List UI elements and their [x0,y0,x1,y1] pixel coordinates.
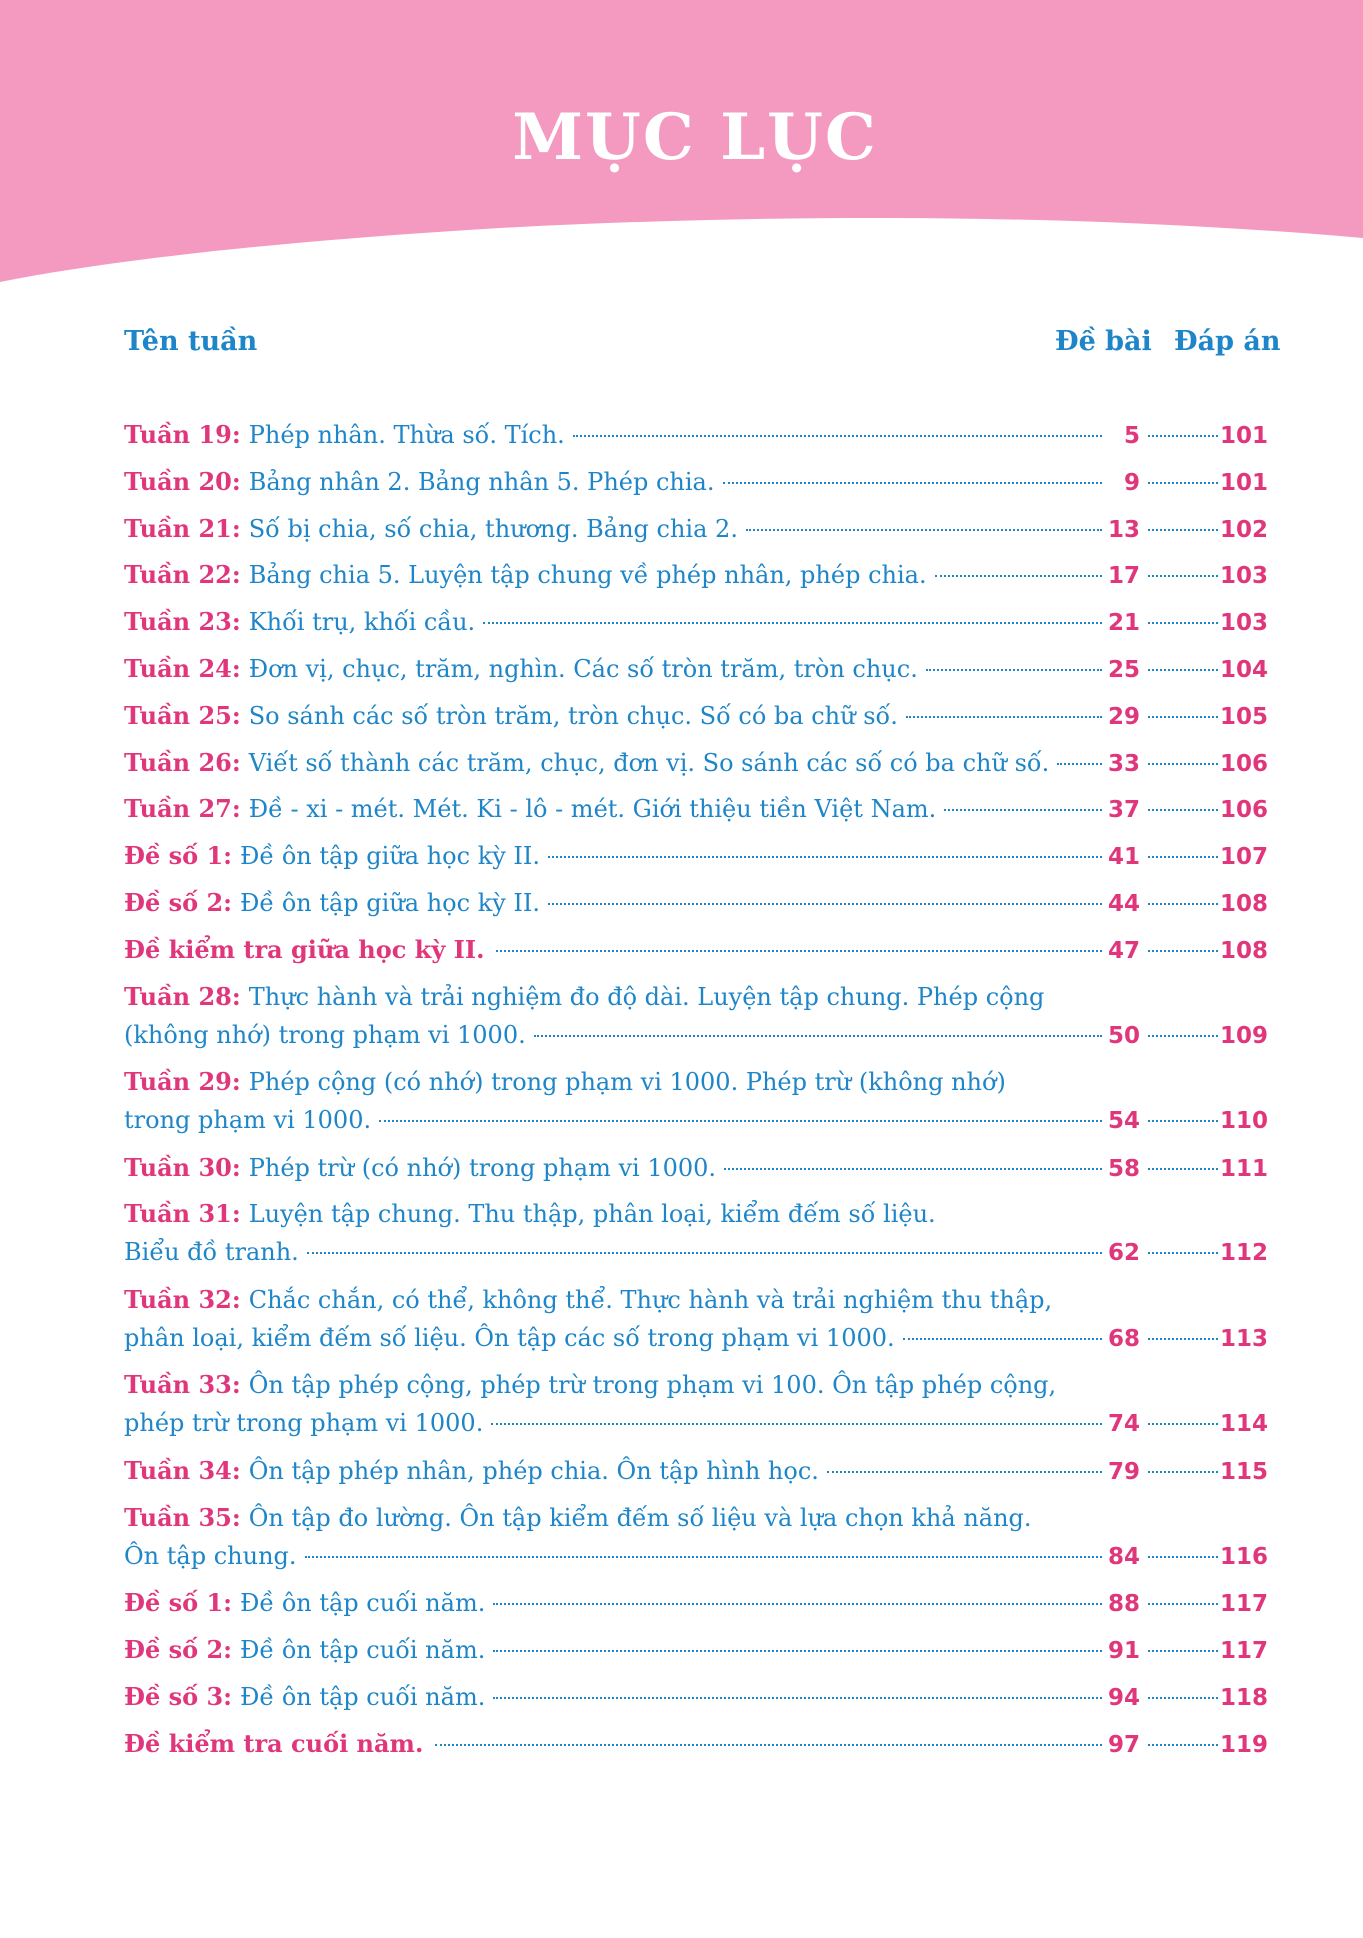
toc-entry-title: So sánh các số tròn trăm, tròn chục. Số có ba chữ số. [248,701,898,730]
toc-entry-title: Đề ôn tập cuối năm. [240,1589,486,1618]
dap-an-page-number[interactable]: 109 [1220,1022,1269,1049]
de-bai-page-number[interactable]: 29 [1107,703,1140,730]
de-bai-page-number[interactable]: 88 [1107,1591,1140,1618]
toc-entry-first-line [124,1067,1006,1096]
toc-entry-line [124,747,1269,777]
toc-entry-title: Phép trừ (có nhớ) trong phạm vi 1000. [248,1153,717,1182]
toc-entry-line [124,513,1269,543]
toc-entry[interactable] [124,1586,1269,1633]
toc-entry-title: Số bị chia, số chia, thương. Bảng chia 2. [248,514,738,543]
toc-entry-label: Tuần 23: [124,607,241,637]
dot-leader [435,1744,1102,1746]
toc-entry-line [124,700,1269,730]
de-bai-page-number[interactable]: 58 [1107,1155,1140,1182]
toc-entry-title: Viết số thành các trăm, chục, đơn vị. So sánh các số có ba chữ số. [248,748,1050,777]
toc-entry-line [124,1455,1269,1485]
toc-entry-label: Tuần 30: [124,1152,241,1182]
dot-leader [534,1035,1102,1037]
dot-leader [493,1697,1102,1699]
dot-leader-answer [1148,1035,1218,1037]
toc-entry-line [124,1152,1269,1182]
toc-entry-label: Tuần 32: [124,1284,241,1314]
dot-leader [1057,763,1102,765]
dap-an-page-number[interactable]: 111 [1220,1155,1269,1182]
de-bai-page-number[interactable]: 33 [1107,750,1140,777]
dot-leader [746,529,1102,531]
dot-leader [926,669,1102,671]
dap-an-page-number[interactable]: 110 [1220,1108,1269,1135]
de-bai-page-number[interactable]: 25 [1107,656,1140,683]
toc-entry-title-continued: trong phạm vi 1000. [124,1106,372,1135]
de-bai-page-number[interactable]: 44 [1107,890,1140,917]
dap-an-page-number[interactable]: 104 [1220,656,1269,683]
toc-entry[interactable] [124,746,1269,793]
toc-entry-label: Tuần 20: [124,466,241,496]
toc-entry-title: Đề ôn tập giữa học kỳ II. [240,888,541,917]
de-bai-page-number[interactable]: 37 [1107,797,1140,824]
column-header-dap-an: Đáp án [1174,326,1281,357]
toc-entry-title: Khối trụ, khối cầu. [248,608,476,637]
dap-an-page-number[interactable]: 107 [1220,844,1269,871]
toc-entry[interactable] [124,512,1269,559]
dap-an-page-number[interactable]: 117 [1220,1591,1269,1618]
toc-entry-title: Phép cộng (có nhớ) trong phạm vi 1000. Phép trừ (không nhớ) [248,1068,1006,1097]
toc-entry-line [124,1541,1269,1570]
toc-entry-label: Tuần 19: [124,420,241,449]
toc-entry-label: Tuần 21: [124,513,241,543]
toc-entry-label: Tuần 24: [124,653,241,683]
dot-leader [379,1120,1102,1122]
dap-an-page-number[interactable]: 118 [1220,1684,1269,1711]
toc-entry[interactable] [124,1065,1269,1151]
toc-entry[interactable] [124,605,1269,652]
dap-an-page-number[interactable]: 108 [1220,937,1269,964]
dot-leader [548,903,1102,905]
toc-entry-label: Tuần 26: [124,747,241,777]
dap-an-page-number[interactable]: 103 [1220,610,1269,637]
column-header-name: Tên tuần [124,326,258,357]
toc-entry-line [124,841,1269,871]
de-bai-page-number[interactable]: 17 [1107,563,1140,590]
toc-entry-line [124,420,1269,449]
de-bai-page-number[interactable]: 94 [1107,1684,1140,1711]
dap-an-page-number[interactable]: 112 [1220,1240,1269,1267]
toc-entry[interactable] [124,1368,1269,1454]
de-bai-page-number[interactable]: 13 [1107,516,1140,543]
de-bai-page-number[interactable]: 68 [1107,1325,1140,1352]
toc-entry[interactable] [124,1727,1269,1774]
toc-entry-line [124,1409,1269,1438]
column-header-de-bai: Đề bài [1055,326,1152,357]
toc-entry[interactable] [124,1197,1269,1283]
toc-entry[interactable] [124,699,1269,746]
toc-entry-title-continued: phân loại, kiểm đếm số liệu. Ôn tập các số trong phạm vi 1000. [124,1323,895,1352]
toc-entry-line [124,1238,1269,1267]
toc-entry-line [124,607,1269,637]
toc-entry[interactable] [124,933,1269,980]
toc-entry-title: Ôn tập đo lường. Ôn tập kiểm đếm số liệu và lựa chọn khả năng. [248,1503,1032,1532]
toc-entry-title-continued: (không nhớ) trong phạm vi 1000. [124,1020,526,1049]
dot-leader [724,1168,1102,1170]
dap-an-page-number[interactable]: 115 [1220,1458,1269,1485]
dap-an-page-number[interactable]: 113 [1220,1325,1269,1352]
toc-entry-label: Đề số 2: [124,887,233,917]
toc-entry-first-line [124,1370,1056,1399]
toc-entry-label: Tuần 34: [124,1455,241,1485]
toc-entry[interactable] [124,1151,1269,1198]
toc-entry-label: Tuần 33: [124,1370,241,1400]
toc-entry-label: Đề số 3: [124,1681,233,1711]
toc-entry-title: Đề ôn tập cuối năm. [240,1635,486,1664]
toc-entry[interactable] [124,792,1269,839]
dot-leader [903,1338,1102,1340]
toc-entry-line [124,794,1269,824]
dot-leader-answer [1148,1252,1218,1254]
dot-leader-answer [1148,1650,1218,1652]
toc-entry-line [124,934,1269,964]
toc-entry-title: Chắc chắn, có thể, không thể. Thực hành và trải nghiệm thu thập, [248,1285,1053,1314]
dot-leader-answer [1148,809,1218,811]
dot-leader-answer [1148,622,1218,624]
toc-entry-title-continued: phép trừ trong phạm vi 1000. [124,1409,484,1438]
dap-an-page-number[interactable]: 116 [1220,1543,1269,1570]
dot-leader-answer [1148,1168,1218,1170]
dot-leader-answer [1148,1556,1218,1558]
de-bai-page-number[interactable]: 9 [1123,469,1140,496]
toc-entry-title: Đề ôn tập cuối năm. [240,1682,486,1711]
dot-leader-answer [1148,856,1218,858]
toc-entry-label: Tuần 28: [124,981,241,1011]
toc-entry-label: Đề số 1: [124,841,233,871]
toc-entry[interactable] [124,1501,1269,1587]
de-bai-page-number[interactable]: 47 [1107,937,1140,964]
toc-entry-title: Ôn tập phép nhân, phép chia. Ôn tập hình học. [248,1456,819,1485]
dot-leader [496,950,1102,952]
toc-entry[interactable] [124,1283,1269,1369]
toc-entry-label: Đề số 1: [124,1588,233,1618]
toc-entry-label: Tuần 29: [124,1067,241,1097]
dot-leader [307,1252,1102,1254]
de-bai-page-number[interactable]: 5 [1123,423,1140,449]
toc-entry-label: Đề kiểm tra giữa học kỳ II. [124,934,485,964]
dot-leader-answer [1148,1603,1218,1605]
dot-leader [493,1603,1102,1605]
toc-entry[interactable] [124,418,1269,465]
toc-entry-first-line [124,1503,1032,1532]
dot-leader [723,482,1103,484]
page-title: MỤC LỤC [512,100,878,175]
dot-leader [935,575,1102,577]
toc-entry-line [124,560,1269,590]
toc-entry-title: Bảng chia 5. Luyện tập chung về phép nhân, phép chia. [248,561,927,590]
dot-leader-answer [1148,575,1218,577]
toc-entry[interactable] [124,558,1269,605]
toc-entry-line [124,466,1269,496]
dot-leader [483,622,1102,624]
toc-entry[interactable] [124,980,1269,1066]
dap-an-page-number[interactable]: 106 [1220,750,1269,777]
toc-entry-title: Ôn tập phép cộng, phép trừ trong phạm vi 100. Ôn tập phép cộng, [248,1371,1057,1400]
de-bai-page-number[interactable]: 91 [1107,1637,1140,1664]
dot-leader [493,1650,1102,1652]
toc-entry-first-line [124,1199,936,1228]
dot-leader-answer [1148,1697,1218,1699]
dot-leader-answer [1148,482,1218,484]
toc-entry-first-line [124,982,1044,1011]
dot-leader-answer [1148,903,1218,905]
toc-entry-label: Tuần 35: [124,1502,241,1532]
de-bai-page-number[interactable]: 54 [1107,1108,1140,1135]
toc-entry[interactable] [124,652,1269,699]
toc-entry-first-line [124,1285,1052,1314]
toc-entry-line [124,1106,1269,1135]
dap-an-page-number[interactable]: 101 [1220,423,1269,449]
toc-entry-line [124,887,1269,917]
dap-an-page-number[interactable]: 119 [1220,1731,1269,1758]
toc-entry-line [124,1681,1269,1711]
dot-leader [906,716,1102,718]
dot-leader [491,1423,1102,1425]
dot-leader-answer [1148,1471,1218,1473]
toc-entry-line [124,653,1269,683]
toc-entry[interactable] [124,1680,1269,1727]
dot-leader-answer [1148,1423,1218,1425]
dap-an-page-number[interactable]: 103 [1220,563,1269,590]
toc-entry[interactable] [124,1454,1269,1501]
toc-entry-label: Tuần 27: [124,794,241,824]
dot-leader-answer [1148,763,1218,765]
de-bai-page-number[interactable]: 50 [1107,1022,1140,1049]
dot-leader [573,435,1102,437]
toc-entry[interactable] [124,839,1269,886]
de-bai-page-number[interactable]: 74 [1107,1411,1140,1438]
toc-entry-line [124,1728,1269,1758]
de-bai-page-number[interactable]: 79 [1107,1458,1140,1485]
dap-an-page-number[interactable]: 101 [1220,469,1269,496]
toc-entry-line [124,1323,1269,1352]
toc-entry-line [124,1020,1269,1049]
toc-entry-title: Bảng nhân 2. Bảng nhân 5. Phép chia. [248,467,715,496]
toc-entry[interactable] [124,886,1269,933]
toc-entry[interactable] [124,465,1269,512]
de-bai-page-number[interactable]: 97 [1107,1731,1140,1758]
de-bai-page-number[interactable]: 41 [1107,844,1140,871]
dap-an-page-number[interactable]: 105 [1220,703,1269,730]
toc-entry-label: Tuần 22: [124,560,241,590]
toc-entry-title: Đề - xi - mét. Mét. Ki - lô - mét. Giới thiệu tiền Việt Nam. [248,795,937,824]
toc-entry-title: Phép nhân. Thừa số. Tích. [248,421,565,449]
dot-leader [944,809,1102,811]
dot-leader-answer [1148,669,1218,671]
dot-leader-answer [1148,1744,1218,1746]
toc-entry-line [124,1588,1269,1618]
dot-leader-answer [1148,529,1218,531]
dot-leader-answer [1148,435,1218,437]
dap-an-page-number[interactable]: 108 [1220,890,1269,917]
dot-leader [305,1556,1102,1558]
toc-entry-label: Tuần 31: [124,1199,241,1229]
dot-leader-answer [1148,716,1218,718]
toc-entry[interactable] [124,1633,1269,1680]
toc-entry-title: Đề ôn tập giữa học kỳ II. [240,842,541,871]
dot-leader-answer [1148,1338,1218,1340]
toc-entry-line [124,1634,1269,1664]
toc-entry-label: Tuần 25: [124,700,241,730]
toc-entry-label: Đề kiểm tra cuối năm. [124,1728,424,1758]
dot-leader [548,856,1102,858]
dot-leader-answer [1148,950,1218,952]
toc-entry-title: Thực hành và trải nghiệm đo độ dài. Luyện tập chung. Phép cộng [248,982,1045,1011]
dap-an-page-number[interactable]: 114 [1220,1411,1269,1438]
dap-an-page-number[interactable]: 106 [1220,797,1269,824]
de-bai-page-number[interactable]: 84 [1107,1543,1140,1570]
table-of-contents [124,418,1269,1773]
de-bai-page-number[interactable]: 62 [1107,1240,1140,1267]
dot-leader-answer [1148,1120,1218,1122]
toc-entry-title: Luyện tập chung. Thu thập, phân loại, kiểm đếm số liệu. [248,1200,936,1229]
de-bai-page-number[interactable]: 21 [1107,610,1140,637]
toc-entry-label: Đề số 2: [124,1634,233,1664]
toc-entry-title-continued: Biểu đồ tranh. [124,1238,299,1267]
toc-entry-title-continued: Ôn tập chung. [124,1541,297,1570]
dot-leader [827,1471,1102,1473]
toc-entry-title: Đơn vị, chục, trăm, nghìn. Các số tròn trăm, tròn chục. [248,654,918,683]
dap-an-page-number[interactable]: 102 [1220,516,1269,543]
dap-an-page-number[interactable]: 117 [1220,1637,1269,1664]
